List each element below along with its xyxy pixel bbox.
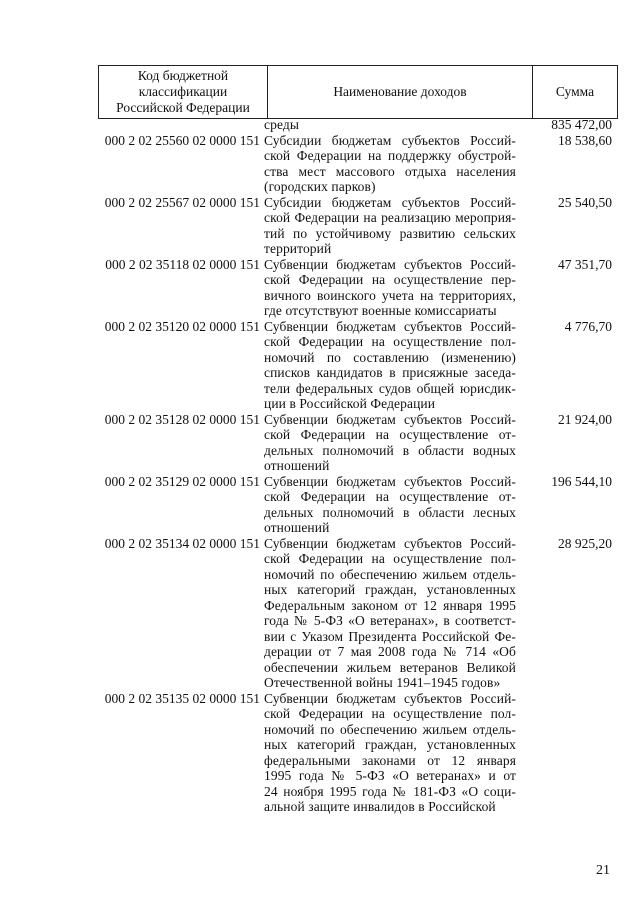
table-header [98,65,618,119]
row-sum: 25 540,50 [558,194,612,210]
row-name-line: Субвенции бюджетам субъектов Россий- [264,318,516,334]
row-name-line: ской Федерации на осуществление пол- [264,551,516,566]
row-name-line: ской Федерации на осуществление пол- [264,706,516,721]
row-name-line: Субвенции бюджетам субъектов Россий- [264,256,516,272]
row-name-line: номочий по обеспечению жильем отдель- [264,566,516,582]
row-code: 000 2 02 35135 02 0000 151 [104,690,260,706]
table-row [0,319,640,412]
header-name: Наименование доходов [267,66,533,118]
row-name-line: 24 ноября 1995 года № 181-ФЗ «О соци- [264,783,516,799]
row-sum: 21 924,00 [558,411,612,427]
row-name-line: ской Федерации на поддержку обустрой- [264,148,516,163]
row-name-line: дерации от 7 мая 2008 года № 714 «Об [264,644,516,659]
row-code: 000 2 02 25560 02 0000 151 [104,132,260,148]
row-name-line: обеспечении жильем ветеранов Великой [264,659,516,675]
row-name-line: федеральными законами от 12 января [264,752,516,768]
header-code: Код бюджетной классификации Российской Федерации [116,68,250,115]
row-name-line: ных категорий граждан, установленных [264,737,516,752]
row-name-line: альной защите инвалидов в Российской [264,799,496,814]
row-name-line: списков кандидатов в присяжные заседа- [264,365,516,380]
row-name-line: среды [264,117,299,132]
row-name-line: Субвенции бюджетам субъектов Россий- [264,690,516,706]
row-name-line: отношений [264,520,330,535]
row-name [264,412,516,474]
row-name-line: ства мест массового отдыха населения [264,163,516,179]
row-name-line: Федеральным законом от 12 января 1995 [264,597,516,613]
row-name [264,257,516,319]
table-row [0,117,640,133]
row-sum: 18 538,60 [558,132,612,148]
row-name-line: тий по устойчивому развитию сельских [264,225,516,241]
row-name-line: ской Федерации на реализацию мероприя- [264,210,516,225]
table-row [0,257,640,319]
row-name [264,117,516,133]
row-name-line: Субсидии бюджетам субъектов Россий- [264,194,516,210]
row-name [264,536,516,691]
row-sum [516,691,616,815]
row-name-line: ции в Российской Федерации [264,396,436,411]
table-body [0,117,640,815]
row-code: 000 2 02 35128 02 0000 151 [104,411,260,427]
row-name-line: вичного воинского учета на территориях, [264,287,516,303]
row-name-line: ской Федерации на осуществление от- [264,427,516,442]
row-sum: 196 544,10 [551,473,612,489]
row-name-line: ской Федерации на осуществление от- [264,489,516,504]
row-name-line: (городских парков) [264,179,376,194]
table-row [0,133,640,195]
row-name-line: Субсидии бюджетам субъектов Россий- [264,132,516,148]
table-row [0,195,640,257]
table-row [0,536,640,691]
row-sum: 835 472,00 [551,117,612,132]
row-name [264,691,516,815]
row-name-line: номочий по составлению (изменению) [264,349,516,365]
row-name-line: вии с Указом Президента Российской Фе- [264,628,516,644]
row-name [264,133,516,195]
table-row [0,412,640,474]
row-name-line: 1995 года № 5-ФЗ «О ветеранах» и от [264,768,516,783]
row-sum: 4 776,70 [564,318,612,334]
row-name-line: территорий [264,241,332,256]
row-code: 000 2 02 35129 02 0000 151 [104,473,260,489]
row-name-line: где отсутствуют военные комиссариаты [264,303,497,318]
header-sum: Сумма [555,84,595,99]
row-name-line: дельных полномочий в области водных [264,442,516,458]
row-sum: 28 925,20 [558,535,612,551]
row-name-line: Отечественной войны 1941–1945 годов» [264,675,501,690]
row-name-line: года № 5-ФЗ «О ветеранах», в соответст- [264,613,516,628]
row-code: 000 2 02 35118 02 0000 151 [105,256,260,272]
page-number: 21 [596,863,610,878]
row-name-line: Субвенции бюджетам субъектов Россий- [264,535,516,551]
row-code: 000 2 02 35134 02 0000 151 [104,535,260,551]
row-name-line: Субвенции бюджетам субъектов Россий- [264,411,516,427]
row-name [264,195,516,257]
row-name-line: тели федеральных судов общей юрисдик- [264,380,516,396]
row-name-line: ской Федерации на осуществление пер- [264,272,516,287]
table-row [0,691,640,815]
row-code [0,117,264,133]
row-name-line: Субвенции бюджетам субъектов Россий- [264,473,516,489]
row-name-line: дельных полномочий в области лесных [264,504,516,520]
row-name-line: отношений [264,458,330,473]
row-code: 000 2 02 35120 02 0000 151 [104,318,260,334]
table-row [0,474,640,536]
row-sum: 47 351,70 [558,256,612,272]
row-name [264,474,516,536]
row-name [264,319,516,412]
row-name-line: ской Федерации на осуществление пол- [264,334,516,349]
row-name-line: ных категорий граждан, установленных [264,582,516,597]
row-name-line: номочий по обеспечению жильем отдель- [264,721,516,737]
row-code: 000 2 02 25567 02 0000 151 [104,194,260,210]
